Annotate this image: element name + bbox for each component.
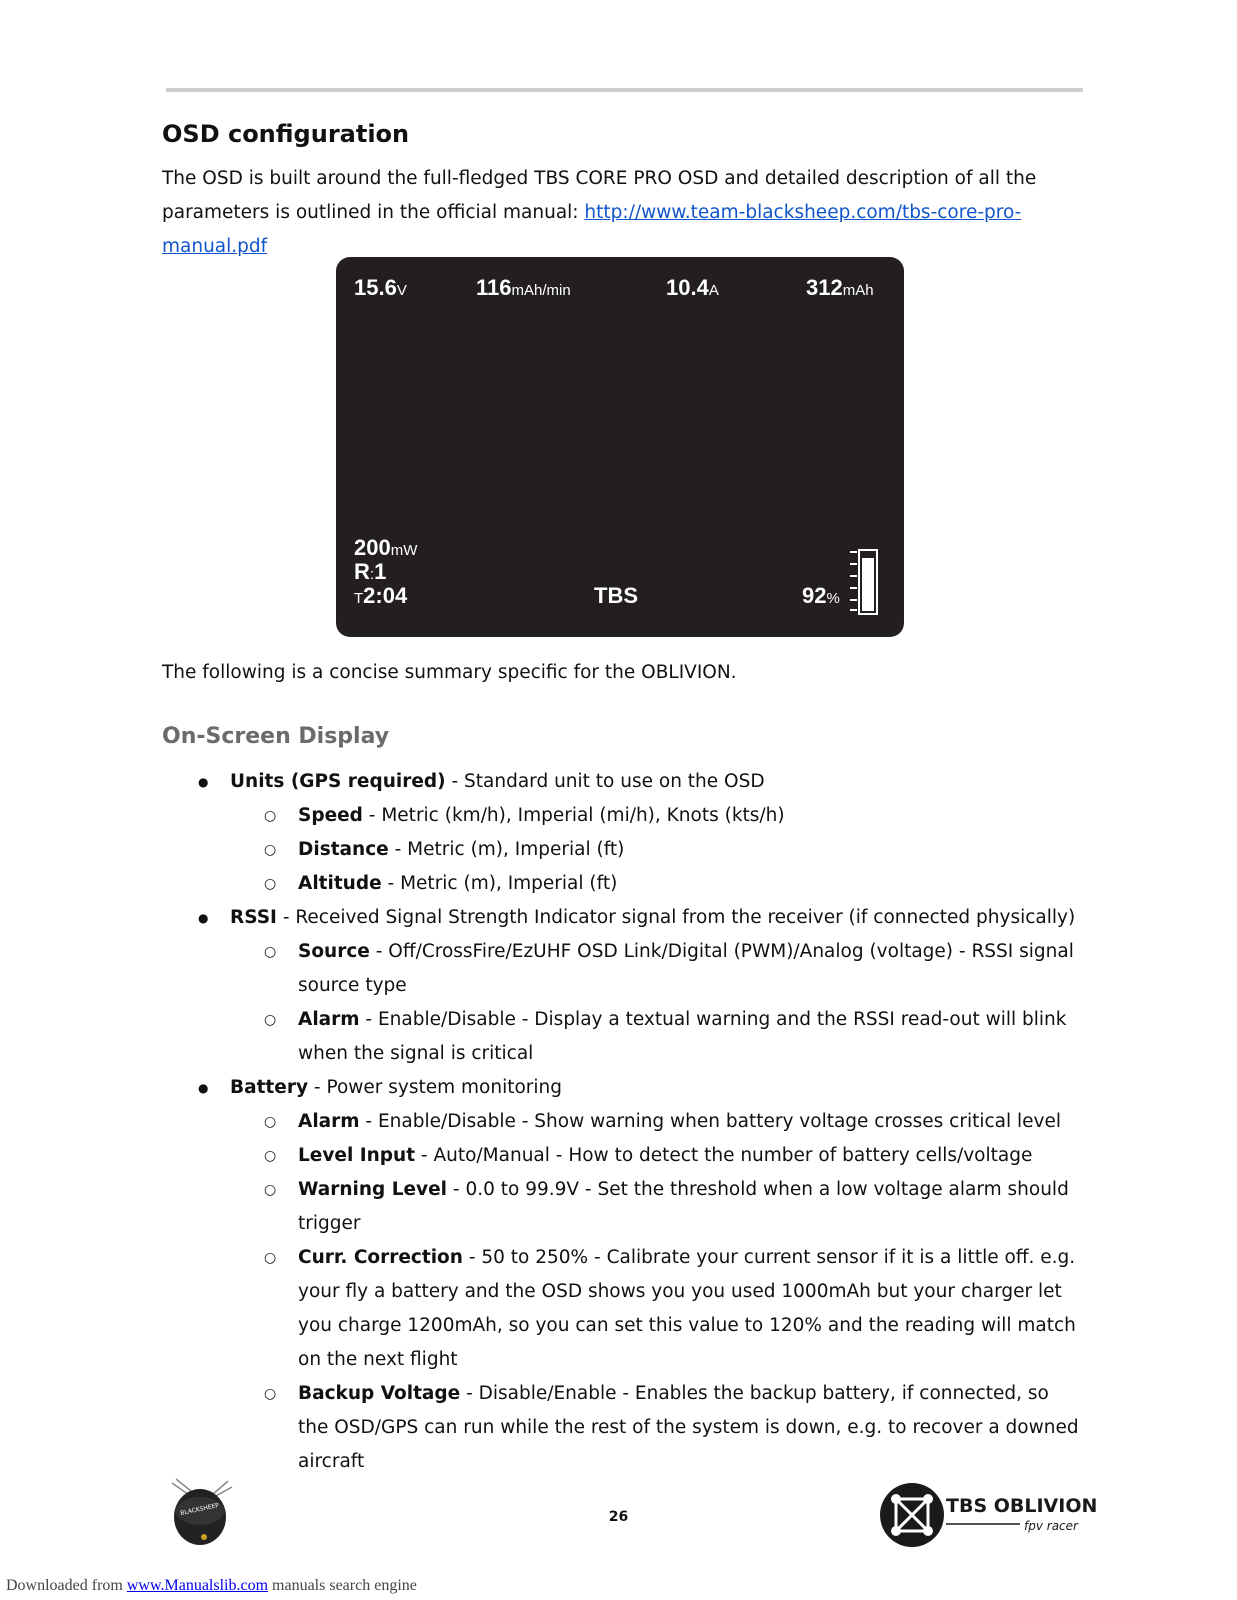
osd-timer: T2:04 — [354, 583, 408, 608]
sub-item-term: Distance — [298, 839, 389, 860]
sub-list-item — [230, 935, 1082, 1003]
intro-paragraph — [162, 162, 1082, 264]
sub-list-item — [230, 1173, 1082, 1241]
sub-item-desc: - 0.0 to 99.9V - Set the threshold when a low voltage alarm should trigger — [298, 1179, 1069, 1234]
osd-battery-percent: 92% — [802, 583, 840, 608]
sub-item-term: Alarm — [298, 1009, 360, 1030]
sub-item-desc: - Off/CrossFire/EzUHF OSD Link/Digital (PWM)/Analog (voltage) - RSSI signal source type — [298, 941, 1074, 996]
sub-item-desc: - Metric (m), Imperial (ft) — [388, 839, 625, 860]
manualslib-link[interactable]: www.Manualslib.com — [126, 1577, 269, 1594]
sub-item-term: Level Input — [298, 1145, 416, 1166]
page-heading: OSD configuration — [162, 120, 410, 148]
sub-list-item — [230, 1105, 1082, 1139]
list-item — [162, 901, 1082, 1071]
osd-voltage: 15.6V — [354, 275, 407, 300]
sub-item-term: Speed — [298, 805, 363, 826]
intro-text: The OSD is built around the full-fledged TBS CORE PRO OSD and detailed description of all the parameters is outlined in the official manual: — [162, 168, 1037, 223]
osd-screen — [336, 257, 904, 637]
osd-center-label: TBS — [594, 583, 638, 608]
sub-list-item — [230, 1377, 1082, 1479]
sub-item-term: Backup Voltage — [298, 1383, 461, 1404]
sub-list-item — [230, 1003, 1082, 1071]
blacksheep-logo-text: BLACKSHEEP — [179, 1502, 220, 1518]
list-item — [162, 765, 1082, 901]
sub-item-desc: - Enable/Disable - Show warning when battery voltage crosses critical level — [359, 1111, 1062, 1132]
sub-list-item — [230, 833, 1082, 867]
list-item-term: Units (GPS required) — [230, 771, 446, 792]
osd-current: 10.4A — [666, 275, 719, 300]
sub-list-item — [230, 1241, 1082, 1377]
download-source: Downloaded from www.Manualslib.com manuals search engine — [6, 1577, 417, 1594]
tbs-oblivion-logo — [880, 1480, 1098, 1550]
sub-list-item — [230, 1139, 1082, 1173]
sub-item-term: Alarm — [298, 1111, 360, 1132]
sub-item-desc: - Metric (m), Imperial (ft) — [381, 873, 618, 894]
osd-capacity: 312mAh — [806, 275, 874, 300]
sub-item-term: Source — [298, 941, 370, 962]
list-item-desc: - Received Signal Strength Indicator signal from the receiver (if connected physically) — [276, 907, 1076, 928]
sub-item-desc: - Metric (km/h), Imperial (mi/h), Knots (kts/h) — [362, 805, 785, 826]
osd-rssi: R:1 — [354, 559, 387, 584]
osd-consumption-rate: 116mAh/min — [476, 275, 571, 300]
list-item — [162, 1071, 1082, 1479]
sub-item-term: Curr. Correction — [298, 1247, 463, 1268]
sub-item-desc: - 50 to 250% - Calibrate your current sensor if it is a little off. e.g. your fly a battery and the OSD shows you you used 1000mAh but your charger let you charge 1200mAh, so you can set this value to 120% and the reading will match on the next flight — [298, 1247, 1076, 1370]
manual-link[interactable]: http://www.team-blacksheep.com/tbs-core-pro-manual.pdf — [162, 202, 1022, 257]
battery-gauge-icon — [850, 547, 878, 615]
sub-item-term: Warning Level — [298, 1179, 448, 1200]
summary-text: The following is a concise summary specific for the OBLIVION. — [162, 662, 737, 683]
sub-list-item — [230, 867, 1082, 901]
logo-subtitle: fpv racer — [1024, 1519, 1078, 1533]
list-item-desc: - Standard unit to use on the OSD — [445, 771, 765, 792]
list-item-desc: - Power system monitoring — [308, 1077, 563, 1098]
logo-title: TBS OBLIVION — [946, 1495, 1098, 1517]
sub-list-item — [230, 799, 1082, 833]
list-item-term: Battery — [230, 1077, 309, 1098]
sub-item-desc: - Auto/Manual - How to detect the number of battery cells/voltage — [415, 1145, 1033, 1166]
sub-item-desc: - Disable/Enable - Enables the backup battery, if connected, so the OSD/GPS can run while the rest of the system is down, e.g. to recover a downed aircraft — [298, 1383, 1079, 1472]
section-title: On-Screen Display — [162, 724, 390, 749]
osd-power: 200mW — [354, 535, 418, 560]
page-number: 26 — [608, 1509, 629, 1525]
settings-list — [162, 765, 1082, 1479]
sub-item-desc: - Enable/Disable - Display a textual warning and the RSSI read-out will blink when the signal is critical — [298, 1009, 1067, 1064]
list-item-term: RSSI — [230, 907, 277, 928]
header-rule — [166, 88, 1083, 92]
battery-gauge-fill — [862, 558, 874, 611]
sub-item-term: Altitude — [298, 873, 382, 894]
